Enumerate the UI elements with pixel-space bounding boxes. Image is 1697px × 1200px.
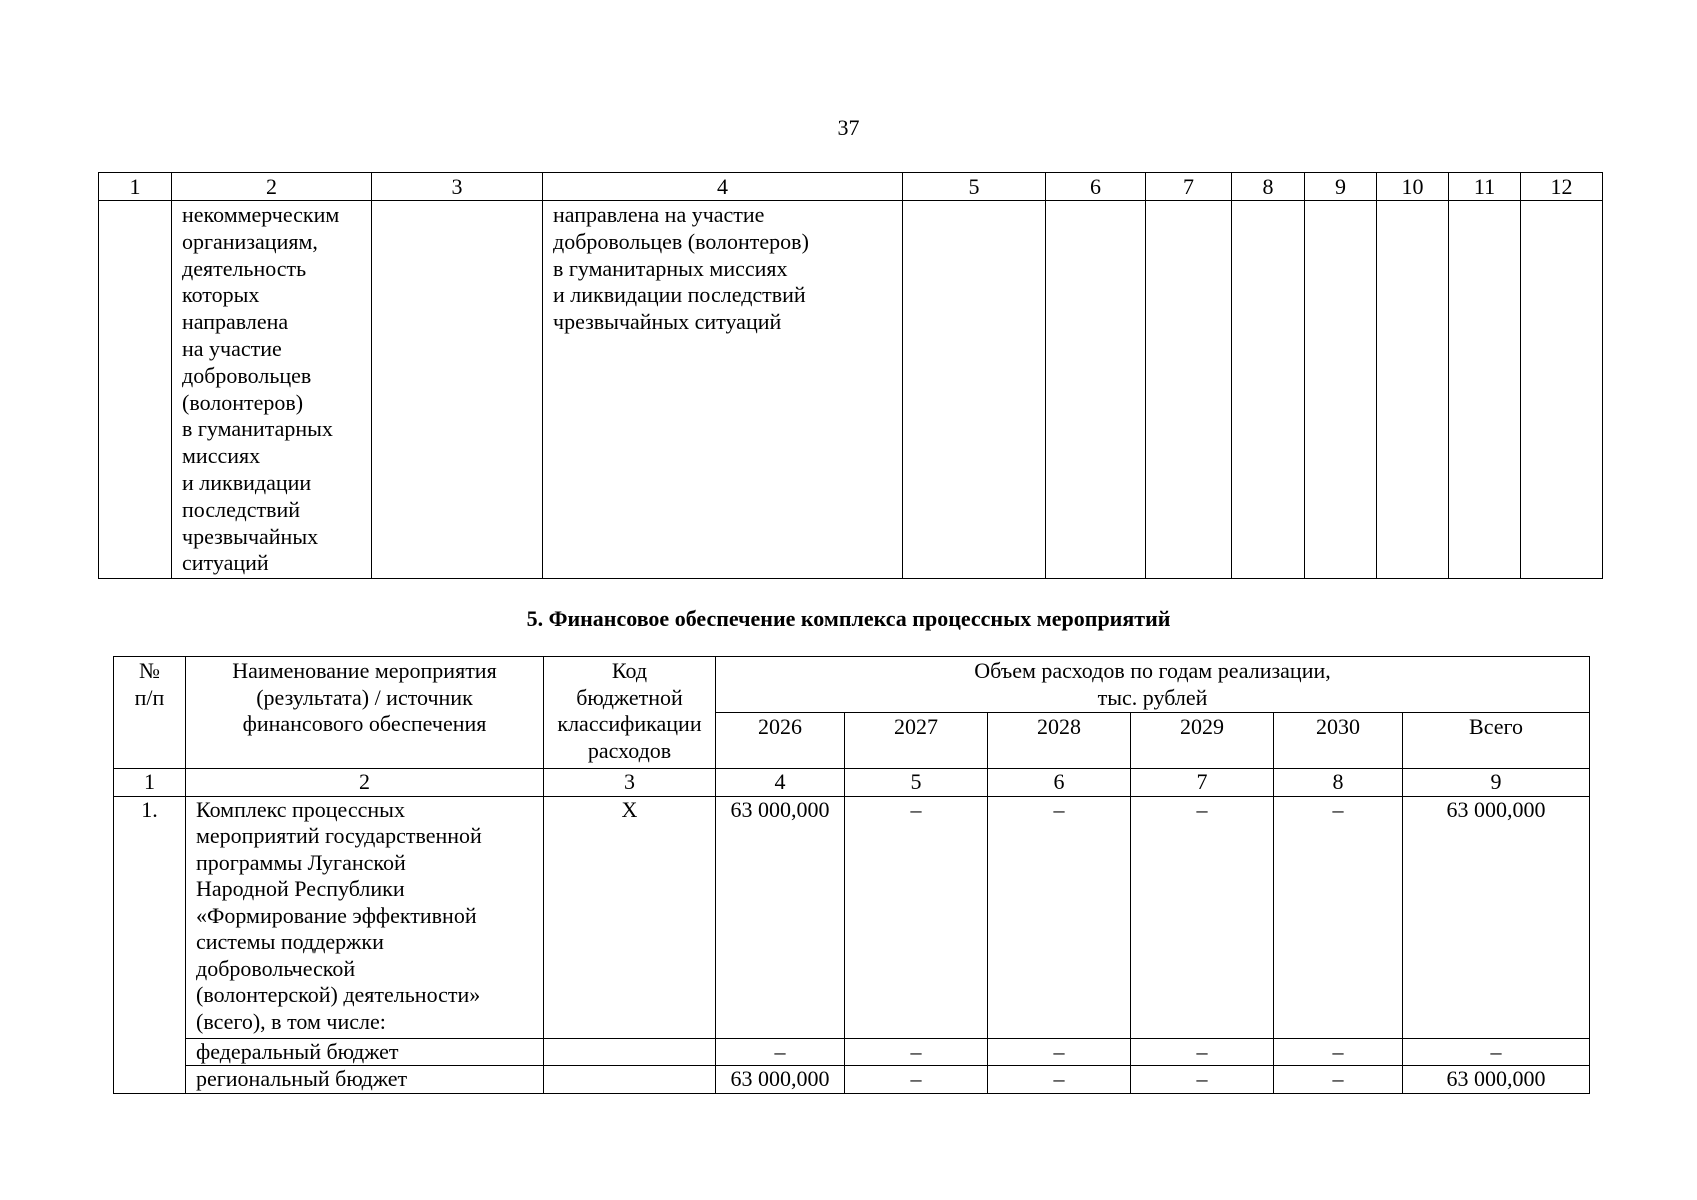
col-number: 6: [1046, 173, 1146, 201]
text-line: мероприятий государственной: [196, 823, 482, 848]
text-line: организациям,: [182, 228, 318, 254]
header-line: классификации: [557, 711, 702, 736]
empty-cell: [1046, 201, 1146, 579]
col-number: 10: [1377, 173, 1449, 201]
value-2028: –: [988, 1038, 1131, 1066]
col-number: 9: [1305, 173, 1377, 201]
text-line: системы поддержки: [196, 929, 384, 954]
table-row: [114, 1066, 1590, 1094]
value-2030: –: [1274, 1066, 1403, 1094]
table-row: [114, 1038, 1590, 1066]
col-number: 4: [716, 769, 845, 797]
col-number: 7: [1131, 769, 1274, 797]
text-line: последствий: [182, 496, 301, 522]
text-line: направлена: [182, 309, 289, 335]
value-2029: –: [1131, 1038, 1274, 1066]
year-header: 2030: [1274, 713, 1403, 769]
col-number: 2: [186, 769, 544, 797]
value-2028: –: [988, 1066, 1131, 1094]
empty-cell: [1146, 201, 1232, 579]
empty-cell: [903, 201, 1046, 579]
header-line: Код: [611, 658, 648, 683]
text-line: программы Луганской: [196, 849, 406, 875]
text-line: добровольцев: [182, 362, 312, 388]
budget-code-cell: [544, 1038, 716, 1066]
text-line: (всего), в том числе:: [196, 1008, 386, 1034]
value-2029: –: [1131, 1066, 1274, 1094]
header-line: тыс. рублей: [1097, 684, 1208, 710]
value-2030: –: [1274, 1038, 1403, 1066]
value-total: 63 000,000: [1403, 1066, 1590, 1094]
header-line: №: [139, 658, 160, 683]
header-line: Объем расходов по годам реализации,: [974, 658, 1331, 683]
header-number: [114, 657, 186, 769]
header-line: бюджетной: [576, 684, 683, 710]
table-row: [114, 796, 1590, 1038]
col-number: 7: [1146, 173, 1232, 201]
text-line: добровольческой: [196, 955, 356, 981]
text-line: деятельность: [182, 255, 307, 281]
column-number-row: [114, 769, 1590, 797]
financing-table: [113, 656, 1590, 1094]
text-line: ситуаций: [182, 550, 269, 576]
col-number: 8: [1274, 769, 1403, 797]
empty-cell: [1377, 201, 1449, 579]
header-code: [544, 657, 716, 769]
text-line: и ликвидации последствий: [553, 282, 806, 308]
text-line: Комплекс процессных: [196, 796, 405, 822]
source-name-cell: федеральный бюджет: [186, 1038, 544, 1066]
header-line: Наименование мероприятия: [232, 658, 497, 683]
text-line: и ликвидации: [182, 469, 312, 495]
empty-cell: [1449, 201, 1521, 579]
text-line: «Формирование эффективной: [196, 902, 477, 928]
value-2029: –: [1131, 796, 1274, 1038]
header-line: расходов: [587, 737, 672, 763]
col-number: 1: [99, 173, 172, 201]
year-header: 2028: [988, 713, 1131, 769]
empty-cell: [1521, 201, 1603, 579]
text-line: некоммерческим: [182, 202, 340, 227]
text-line: чрезвычайных ситуаций: [553, 309, 782, 335]
text-line: на участие: [182, 335, 282, 361]
text-line: направлена на участие: [553, 202, 765, 227]
col-number: 5: [903, 173, 1046, 201]
budget-code-cell: Х: [544, 796, 716, 1038]
col-number: 2: [172, 173, 372, 201]
empty-cell: [1305, 201, 1377, 579]
col-number: 5: [845, 769, 988, 797]
column-number-row: [99, 173, 1603, 201]
text-line: которых: [182, 282, 260, 308]
text-line: (волонтерской) деятельности»: [196, 982, 481, 1007]
value-2027: –: [845, 796, 988, 1038]
col-number: 8: [1232, 173, 1305, 201]
col-number: 9: [1403, 769, 1590, 797]
value-2027: –: [845, 1066, 988, 1094]
text-line: в гуманитарных миссиях: [553, 255, 788, 281]
header-row: [114, 657, 1590, 713]
source-name-cell: региональный бюджет: [186, 1066, 544, 1094]
table-row: [99, 201, 1603, 579]
header-name: [186, 657, 544, 769]
value-2026: –: [716, 1038, 845, 1066]
text-line: миссиях: [182, 443, 261, 469]
col-number: 12: [1521, 173, 1603, 201]
col-number: 3: [544, 769, 716, 797]
text-line: добровольцев (волонтеров): [553, 228, 809, 254]
year-header: 2026: [716, 713, 845, 769]
text-line: (волонтеров): [182, 389, 304, 415]
budget-code-cell: [544, 1066, 716, 1094]
header-line: финансового обеспечения: [242, 711, 487, 736]
total-header: Всего: [1403, 713, 1590, 769]
text-line: Народной Республики: [196, 876, 405, 901]
col-number: 1: [114, 769, 186, 797]
continuation-table: [98, 172, 1603, 579]
value-2030: –: [1274, 796, 1403, 1038]
col-number: 11: [1449, 173, 1521, 201]
recipient-cell: [172, 201, 372, 579]
value-2026: 63 000,000: [716, 1066, 845, 1094]
col-number: 4: [543, 173, 903, 201]
value-total: 63 000,000: [1403, 796, 1590, 1038]
header-line: (результата) / источник: [256, 684, 473, 710]
value-2027: –: [845, 1038, 988, 1066]
year-header: 2027: [845, 713, 988, 769]
empty-cell: [1232, 201, 1305, 579]
text-line: чрезвычайных: [182, 523, 319, 549]
empty-cell: [372, 201, 543, 579]
page-number: 37: [837, 115, 860, 140]
text-line: в гуманитарных: [182, 416, 333, 442]
value-2026: 63 000,000: [716, 796, 845, 1038]
header-line: п/п: [134, 684, 165, 710]
value-total: –: [1403, 1038, 1590, 1066]
year-header: 2029: [1131, 713, 1274, 769]
empty-cell: [99, 201, 172, 579]
col-number: 3: [372, 173, 543, 201]
section-title: 5. Финансовое обеспечение комплекса процессных мероприятий: [526, 606, 1171, 631]
col-number: 6: [988, 769, 1131, 797]
program-name-cell: [186, 796, 544, 1038]
description-cell: [543, 201, 903, 579]
value-2028: –: [988, 796, 1131, 1038]
header-volume: [716, 657, 1590, 713]
row-number: 1.: [114, 796, 186, 1093]
